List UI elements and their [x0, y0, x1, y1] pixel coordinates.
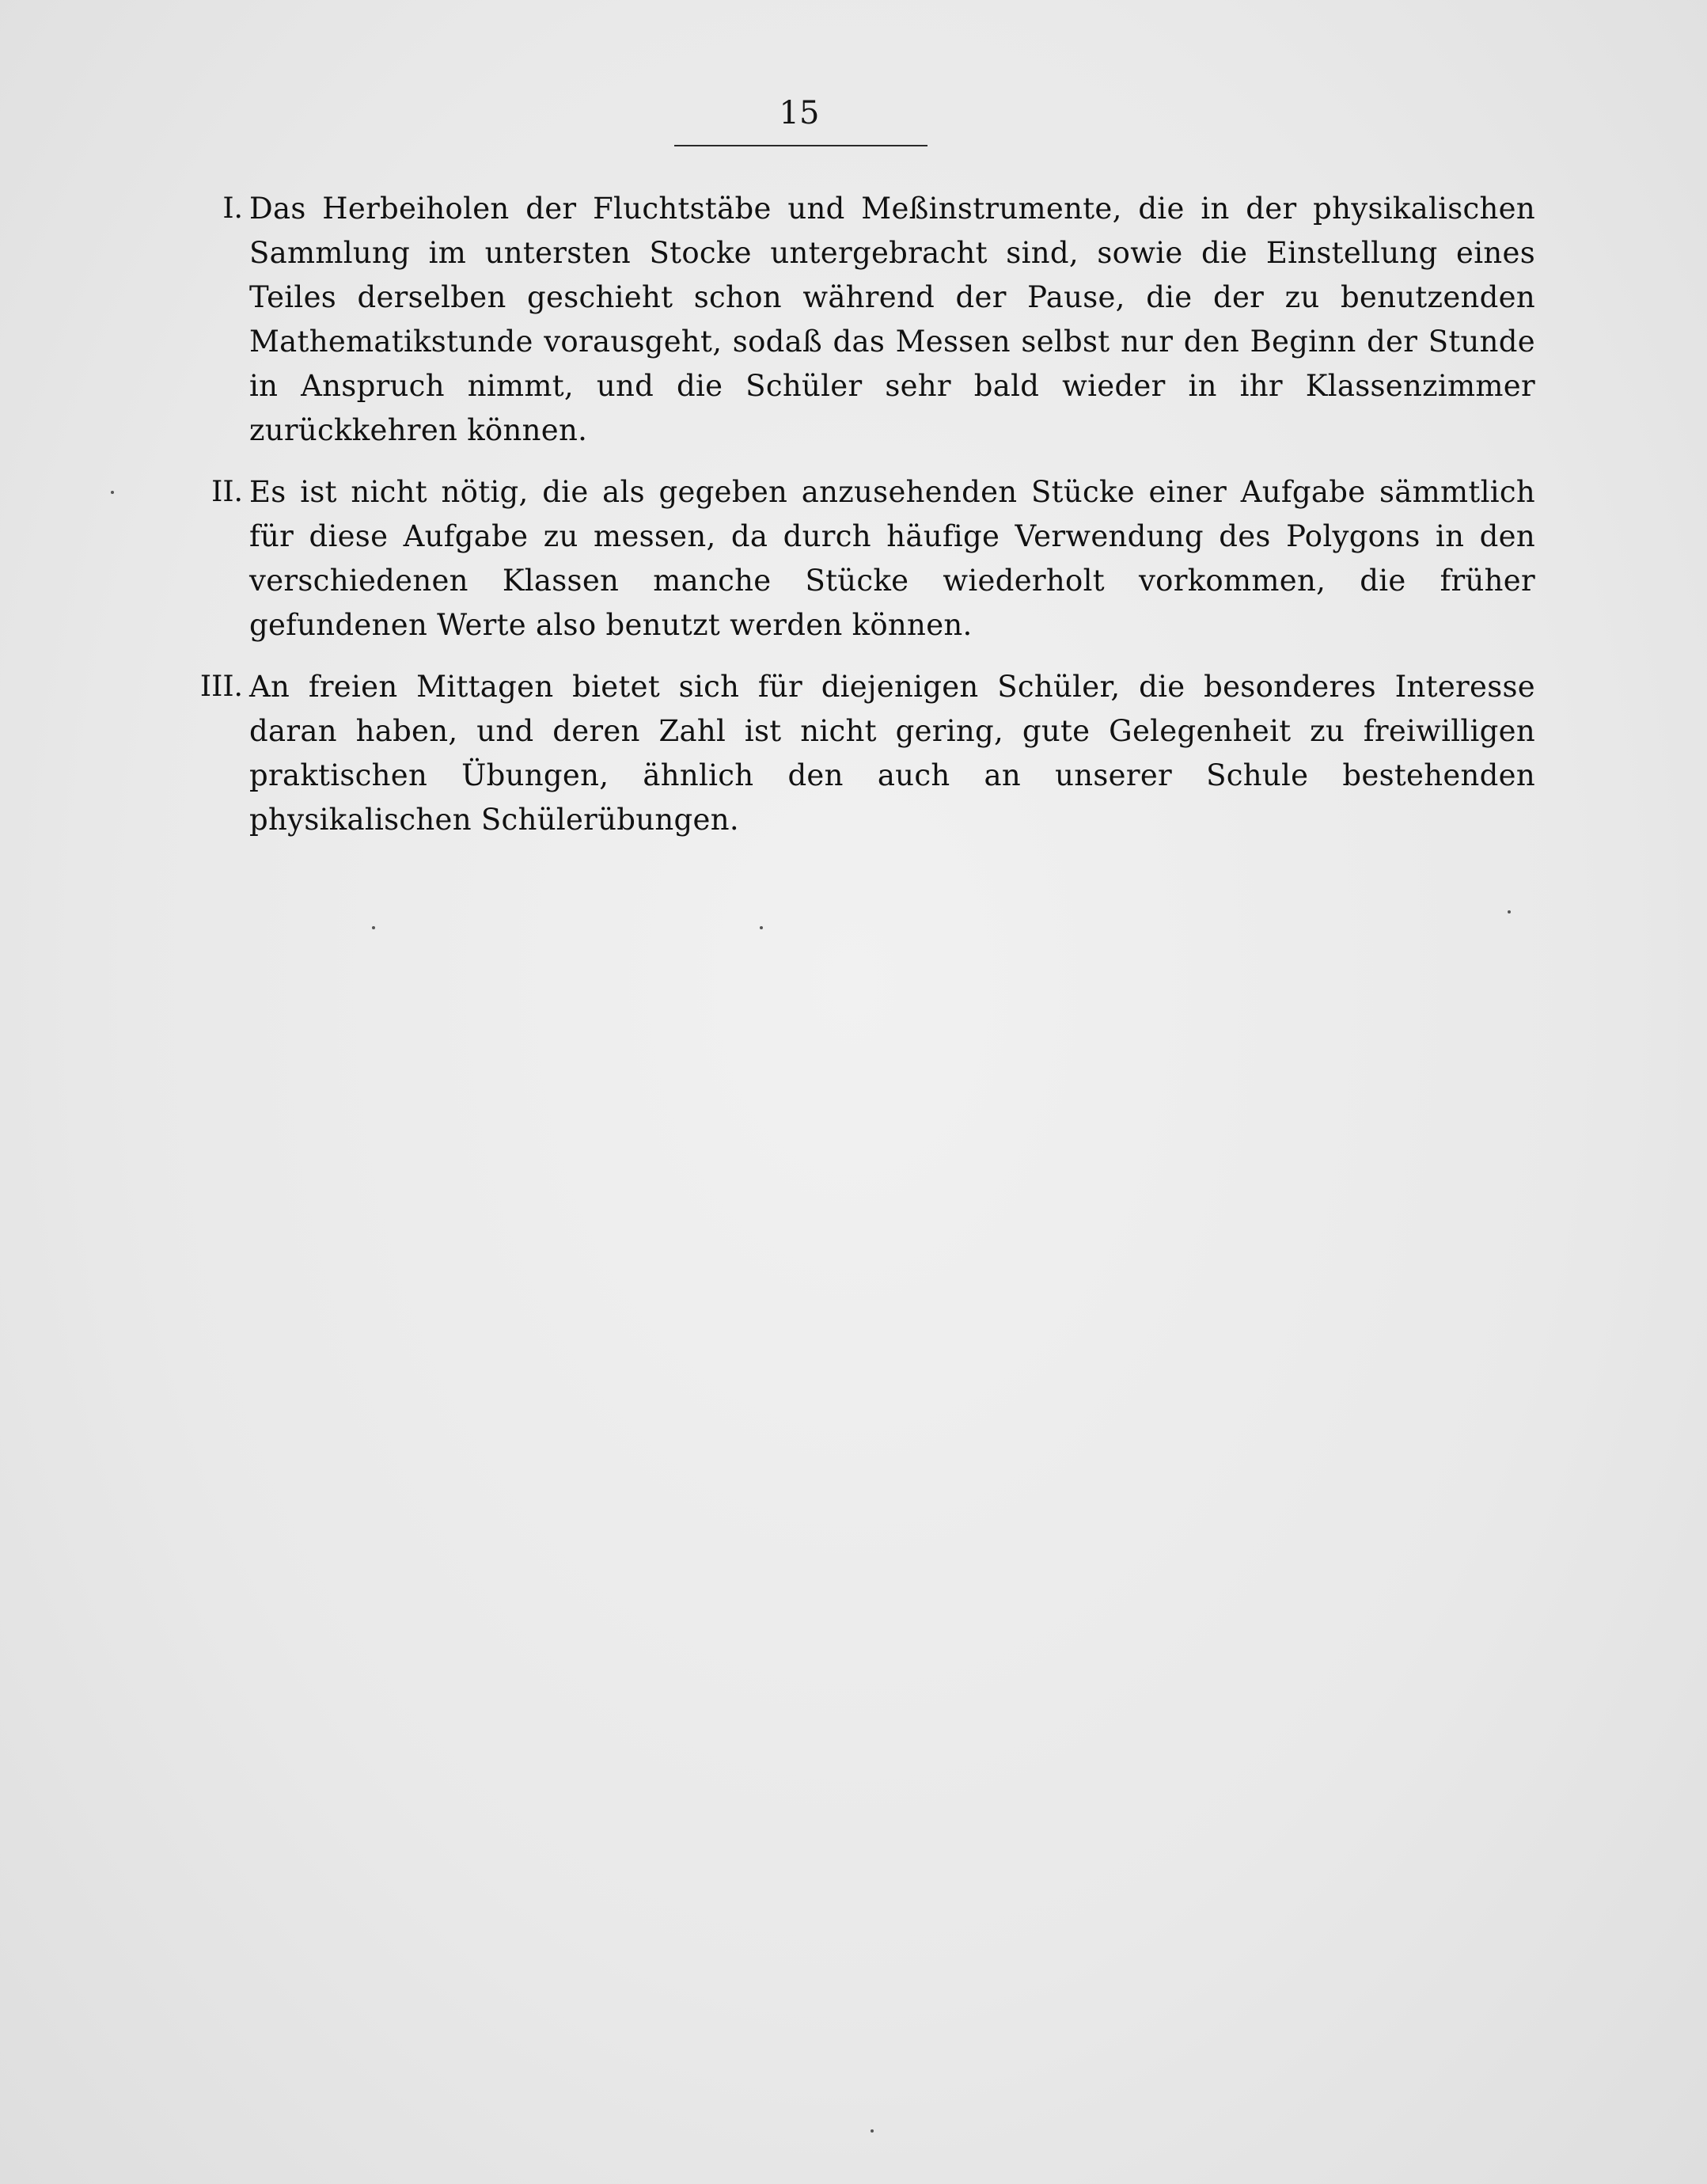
- list-item: [190, 187, 1535, 453]
- bleed-through-text: [63, 910, 1567, 955]
- speck: [1508, 910, 1511, 913]
- item-numeral: II.: [211, 476, 243, 508]
- item-text: Das Herbeiholen der Fluchtstäbe und Meßinstrumente, die in der physikalischen Sammlung im untersten Stocke untergebracht sind, sowie die Einstellung eines Teiles derselben geschieht schon während der Pause, die der zu benutzenden Mathematikstunde vorausgeht, sodaß das Messen selbst nur den Beginn der Stunde in Anspruch nimmt, und die Schüler sehr bald wieder in ihr Klassenzimmer zurückkehren können.: [249, 192, 1535, 447]
- item-text: An freien Mittagen bietet sich für diejenigen Schüler, die besonderes Interesse daran haben, und deren Zahl ist nicht gering, gute Gelegenheit zu freiwilligen praktischen Übungen, ähnlich den auch an unserer Schule bestehenden physikalischen Schülerübungen.: [249, 670, 1535, 837]
- list-item: [190, 665, 1535, 842]
- speck: [871, 2129, 874, 2133]
- item-numeral: III.: [199, 670, 243, 703]
- speck: [760, 926, 763, 929]
- speck: [111, 491, 114, 494]
- item-numeral: I.: [222, 192, 243, 225]
- header-rule: [674, 145, 927, 146]
- item-text: Es ist nicht nötig, die als gegeben anzusehenden Stücke einer Aufgabe sämmtlich für diese Aufgabe zu messen, da durch häufige Verwendung des Polygons in den verschiedenen Klassen manche Stücke wiederholt vorkommen, die früher gefundenen Werte also benutzt werden können.: [249, 475, 1535, 642]
- speck: [372, 926, 375, 929]
- page-number: 15: [779, 95, 820, 131]
- list-item: [190, 470, 1535, 648]
- numbered-list: [190, 187, 1535, 860]
